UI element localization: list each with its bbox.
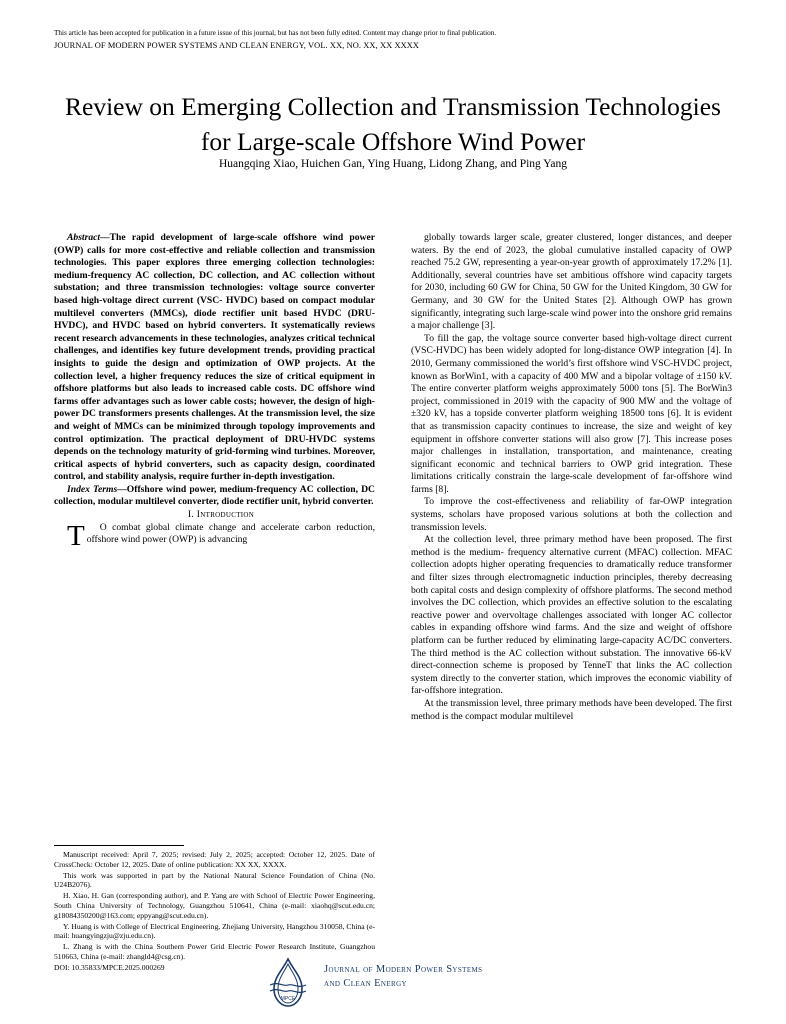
journal-logo — [260, 955, 590, 1015]
index-terms-text: Offshore wind power, medium-frequency AC collection, DC collection, modular multilevel converter, diode rectifier unit, hybrid converter. — [54, 483, 375, 508]
index-terms-label: Index Terms— — [67, 483, 127, 495]
acceptance-note: This article has been accepted for publication in a future issue of this journal, but has not been fully edited. Content may change prior to final publication. — [54, 29, 497, 37]
footnote-item: H. Xiao, H. Gan (corresponding author), and P. Yang are with School of Electric Power Engineering, South China University of Technology, Guangzhou 510641, China (e-mail: xiaohq@scut.edu.cn; g18084350200@163.com; eppyang@scut.edu.cn). — [54, 891, 375, 920]
drop-cap: T — [67, 519, 85, 552]
journal-logo-line1: Journal of Modern Power Systems — [324, 964, 483, 975]
abstract-paragraph — [54, 232, 375, 484]
footnote-item: L. Zhang is with the China Southern Power Grid Electric Power Research Institute, Guangzhou 510663, China (e-mail: zhangld4@csg.cn). — [54, 942, 375, 961]
footnote-item: Y. Huang is with College of Electrical Engineering, Zhejiang University, Hangzhou 310058, China (e-mail: huangyingzju@zju.edu.cn). — [54, 921, 375, 941]
index-terms-paragraph — [54, 484, 375, 509]
svg-text:MPCE: MPCE — [280, 996, 296, 1002]
footnote-divider — [54, 845, 184, 846]
body-paragraph: At the transmission level, three primary methods have been developed. The first method is the compact modular multilevel — [411, 697, 732, 722]
intro-first-text: O combat global climate change and accelerate carbon reduction, offshore wind power (OWP) is advancing — [86, 521, 375, 546]
abstract-label: Abstract— — [67, 232, 110, 243]
journal-logo-text — [324, 963, 482, 990]
doi-text: DOI: 10.35833/MPCE.2025.000269 — [54, 963, 165, 973]
journal-header: JOURNAL OF MODERN POWER SYSTEMS AND CLEAN ENERGY, VOL. XX, NO. XX, XX XXXX — [54, 41, 420, 50]
body-paragraph: At the collection level, three primary method have been proposed. The first method is the medium- frequency alternative current (MFAC) collection. MFAC collection adopts higher operating frequencies to dramatically reduce transformer and filter sizes through electromagnetic induction principles, thereby decreasing both capital costs and design complexity of offshore platforms. The second method involves the DC collection, which provides an effective solution to the escalating reactive power and overvoltage challenges associated with longer AC collector cables in expanding offshore wind farms. And the size and weight of offshore platform can be further reduced by eliminating large-capacity AC/DC converters. The third method is the AC collection without substation. The innovative 66-kV direct-connection scheme is proposed by TenneT that links the AC collection system directly to the converter station, which improves the economic viability of far-offshore integration. — [411, 534, 732, 697]
journal-logo-line2: and Clean Energy — [324, 977, 408, 989]
abstract-text: The rapid development of large-scale offshore wind power (OWP) calls for more cost-effective and reliable collection and transmission technologies. This paper explores three emerging collection technologies: medium-frequency AC collection, DC collection, and AC collection without substation; and three transmission technologies: voltage source converter based high-voltage direct current (VSC- HVDC) based on compact modular multilevel converters (MMCs), diode rectifier unit based HVDC (DRU-HVDC), and HVDC based on hybrid converters. It systematically reviews recent research advancements in these technologies, analyzes critical technical challenges, and identifies key future development trends, providing practical insights to guide the design and optimization of OWP projects. At the collection level, a higher frequency reduces the size of critical equipment in offshore platforms but also leads to increased cable costs. DC offshore wind farms offer advantages such as lower cable costs; however, the design of high-power DC transformers presents challenges. At the transmission level, the size and weight of MMCs can be minimized through topology improvements and control optimization. The practical deployment of DRU-HVDC systems depends on the technology maturity of grid-forming wind turbines. Moreover, critical aspects of hybrid converters, such as capacity design, coordinated control, and stability analysis, require further in-depth investigation. — [54, 232, 375, 483]
column-right — [411, 232, 732, 723]
body-paragraph: To fill the gap, the voltage source converter based high-voltage direct current (VSC-HVDC) has been widely adopted for long-distance OWP integration [4]. In 2010, Germany commissioned the world’s first offshore wind VSC-HVDC project, known as BorWin1, with a capacity of 400 MW and a bipolar voltage of ±150 kV. The entire converter platform weighs approximately 5000 tons [5]. The BorWin3 project, commissioned in 2019 with the capacity of 900 MW and the voltage of ±320 kV, has a topside converter platform weighing 18500 tons [6]. It is evident that as transmission capacity continues to increase, the size and weight of key equipment in offshore converter stations will also grow [7]. This increase poses major challenges in installation, transportation, and maintenance, creating significant economic and technical barriers to OWP grid integration. These limitations critically constrain the large-scale development of far-offshore wind farms [8]. — [411, 332, 732, 495]
page-title: Review on Emerging Collection and Transmission Technologies for Large-scale Offshore Wind Power — [65, 92, 721, 157]
footnote-item: This work was supported in part by the National Natural Science Foundation of China (No. U24B2076). — [54, 870, 375, 890]
footnote-item: Manuscript received: April 7, 2025; revised: July 2, 2025; accepted: October 12, 2025. Date of CrossCheck: October 12, 2025. Date of online publication: XX XX, XXXX. — [54, 850, 375, 869]
intro-first-paragraph — [54, 519, 375, 556]
mpce-logo-icon — [260, 955, 316, 1011]
column-left — [54, 232, 375, 556]
author-list: Huangqing Xiao, Huichen Gan, Ying Huang, Lidong Zhang, and Ping Yang — [218, 158, 568, 170]
section-heading-introduction: I. Introduction — [187, 509, 255, 521]
body-paragraph: globally towards larger scale, greater clustered, longer distances, and deeper waters. By the end of 2023, the global cumulative installed capacity of OWP reached 75.2 GW, representing a year-on-year growth of approximately 17.2% [1]. Additionally, several countries have set ambitious offshore wind capacity targets for 2030, including 60 GW for China, 50 GW for the United Kingdom, 30 GW for Germany, and 30 GW for the United States [2]. Although OWP has grown significantly, integrating such large-scale wind power into the onshore grid remains a major challenge [3]. — [411, 232, 732, 332]
body-paragraph: To improve the cost-effectiveness and reliability of far-OWP integration systems, scholars have proposed various solutions at both the collection and transmission levels. — [411, 496, 732, 533]
